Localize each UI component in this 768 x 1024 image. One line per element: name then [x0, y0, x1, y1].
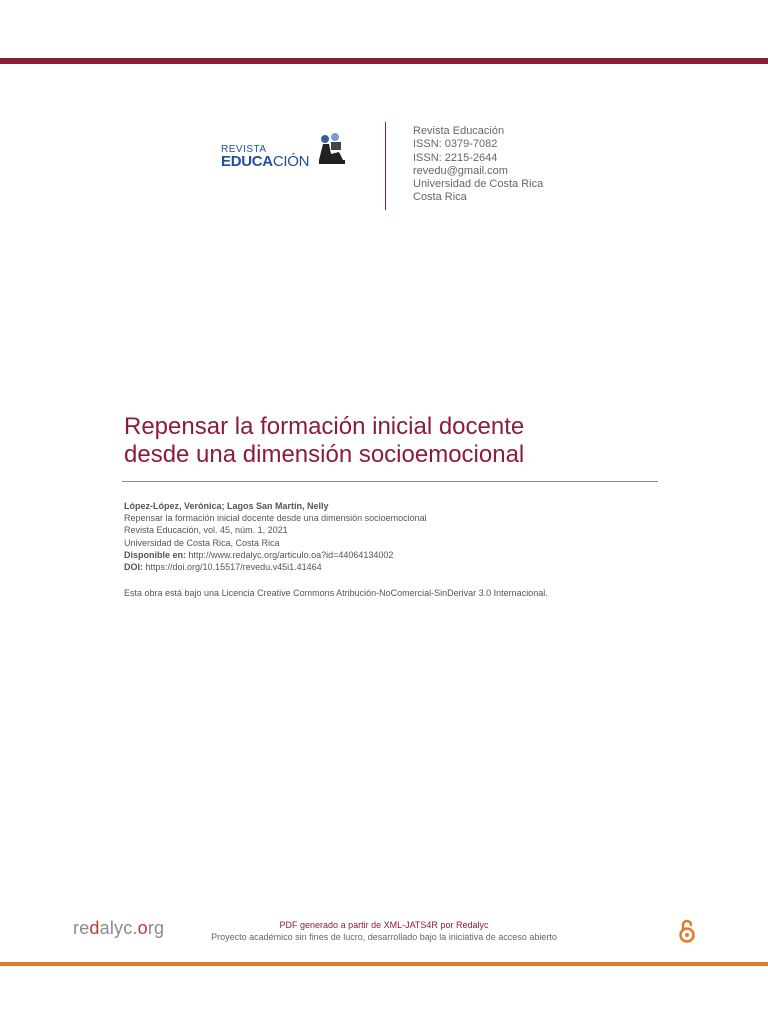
- revista-educacion-logo: [219, 124, 349, 180]
- redalyc-logo[interactable]: [73, 918, 164, 939]
- journal-email[interactable]: revedu@gmail.com: [413, 164, 508, 177]
- footer-project-note: Proyecto académico sin fines de lucro, desarrollado bajo la iniciativa de acceso abierto: [211, 932, 557, 942]
- doi-label: DOI:: [124, 562, 143, 573]
- journal-university: Universidad de Costa Rica: [413, 178, 544, 191]
- footer-text: [184, 919, 584, 943]
- journal-info: [413, 125, 543, 205]
- article-volume: Revista Educación, vol. 45, núm. 1, 2021: [124, 525, 288, 536]
- redalyc-logo-accent-o: o: [137, 918, 148, 938]
- article-institution: Universidad de Costa Rica, Costa Rica: [124, 537, 280, 548]
- article-title: [124, 413, 664, 469]
- article-metadata: [124, 500, 427, 573]
- doi-link[interactable]: https://doi.org/10.15517/revedu.v45i1.41464: [145, 562, 322, 573]
- redalyc-logo-accent-d: d: [89, 918, 100, 938]
- available-label: Disponible en:: [124, 549, 187, 560]
- reading-figures-icon: [315, 130, 347, 170]
- available-url-link[interactable]: http://www.redalyc.org/articulo.oa?id=44064134002: [188, 549, 394, 560]
- redalyc-logo-part-1: re: [73, 918, 90, 938]
- article-authors: López-López, Verónica; Lagos San Martín, Nelly: [124, 501, 329, 511]
- journal-issn-electronic: ISSN: 2215-2644: [413, 151, 498, 164]
- title-divider: [122, 481, 658, 482]
- article-title-line1: Repensar la formación inicial docente: [124, 413, 525, 440]
- journal-issn-print: ISSN: 0379-7082: [413, 138, 498, 151]
- open-access-icon[interactable]: [677, 918, 697, 944]
- redalyc-logo-part-2: alyc.: [99, 918, 138, 938]
- article-title-line2: desde una dimensión socioemocional: [124, 441, 525, 468]
- bottom-accent-bar: [0, 962, 768, 966]
- top-accent-bar: [0, 58, 768, 64]
- footer-generated-by[interactable]: PDF generado a partir de XML-JATS4R por Redalyc: [279, 920, 489, 930]
- logo-cion-text: CIÓN: [272, 153, 310, 170]
- header-divider: [385, 122, 386, 210]
- journal-name: Revista Educación: [413, 125, 505, 137]
- logo-educacion-text: [221, 153, 309, 170]
- redalyc-logo-part-3: rg: [147, 918, 165, 938]
- journal-country: Costa Rica: [413, 191, 467, 204]
- license-statement[interactable]: Esta obra está bajo una Licencia Creative Commons Atribución-NoComercial-SinDerivar 3.0 Internacional.: [124, 588, 548, 598]
- logo-revista-text: REVISTA: [221, 144, 267, 155]
- article-title-small: Repensar la formación inicial docente desde una dimensión socioemocional: [124, 513, 427, 524]
- logo-educa-text: EDUCA: [221, 153, 273, 170]
